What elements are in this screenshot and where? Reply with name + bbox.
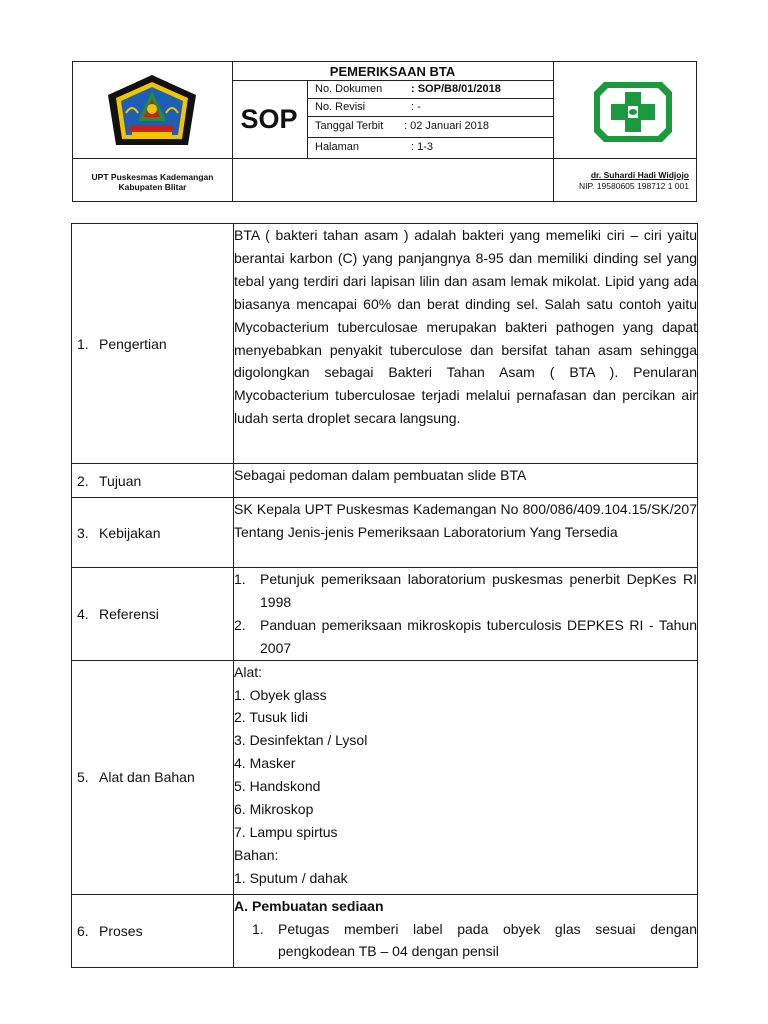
doc-field-label: Tanggal Terbit <box>315 120 384 132</box>
divider <box>307 116 553 117</box>
divider <box>307 80 308 158</box>
doc-field-value: : 1-3 <box>411 141 434 153</box>
section-row <box>72 660 698 894</box>
kabupaten-blitar-emblem <box>106 73 198 148</box>
list-item: 3. Desinfektan / Lysol <box>234 732 368 749</box>
list-item: 7. Lampu spirtus <box>234 823 338 840</box>
section-text: BTA ( bakteri tahan asam ) adalah bakteri yang memeliki ciri – ciri yaitu berantai karbon (C) yang panjangnya 8-95 dan memiliki dinding sel yang tebal yang terdiri dari lapisan lilin dan asam lemak mikolat. Lipid yang ada biasanya mencapai 60% dan berat dinding sel. Salah satu contoh yaitu Mycobacterium tuberculosae merupakan bakteri pathogen yang dapat menyebabkan penyakit tuberculose dan bersifat tahan asam sehingga digolongkan sebagai Bakteri Tahan Asam ( BTA ). Penularan Mycobacterium tuberculosae terjadi melalui pernafasan dan percikan air ludah serta droplet secara langsung. <box>234 227 697 427</box>
list-heading: Alat: <box>234 663 263 680</box>
doc-field-value: : 02 Januari 2018 <box>404 120 490 132</box>
list-heading: Bahan: <box>234 846 279 863</box>
sop-content-table <box>71 223 698 968</box>
section-label: 2. Tujuan <box>72 464 234 498</box>
process-step: 1. Petugas memberi label pada obyek glas sesuai dengan pengkodean TB – 04 dengan pensil <box>252 920 697 960</box>
section-label: 1. Pengertian <box>72 224 234 464</box>
doc-field-value: : SOP/B8/01/2018 <box>411 83 501 95</box>
section-row <box>72 498 698 568</box>
list-item: 2. Panduan pemeriksaan mikroskopis tuberculosis DEPKES RI - Tahun 2007 <box>234 616 697 656</box>
signer-nip: NIP. 19580605 198712 1 001 <box>579 181 689 191</box>
section-label: 3. Kebijakan <box>72 498 234 568</box>
process-subheading: A. Pembuatan sediaan <box>234 897 384 914</box>
organization-name: UPT Puskesmas Kademangan <box>91 172 214 182</box>
section-row <box>72 224 698 464</box>
section-label: 5. Alat dan Bahan <box>72 660 234 894</box>
section-text: Sebagai pedoman dalam pembuatan slide BTA <box>234 467 527 483</box>
list-item: 2. Tusuk lidi <box>234 709 308 726</box>
section-text: SK Kepala UPT Puskesmas Kademangan No 800/086/409.104.15/SK/207 Tentang Jenis-jenis Pemeriksaan Laboratorium Yang Tersedia <box>234 501 697 540</box>
list-item: 6. Mikroskop <box>234 801 314 818</box>
list-item: 5. Handskond <box>234 778 321 795</box>
divider <box>232 80 553 81</box>
signer-name: dr. Suhardi Hadi Widjojo <box>590 170 689 180</box>
doc-field-label: Halaman <box>315 141 360 153</box>
section-label: 4. Referensi <box>72 568 234 661</box>
list-item: 1. Sputum / dahak <box>234 869 348 886</box>
document-title: PEMERIKSAAN BTA <box>329 64 456 79</box>
organization-region: Kabupaten Blitar <box>118 182 187 192</box>
divider <box>307 98 553 99</box>
doc-field-value: : - <box>411 101 421 113</box>
section-label: 6. Proses <box>72 894 234 967</box>
section-row <box>72 464 698 498</box>
list-item: 1. Obyek glass <box>234 686 327 703</box>
list-item: 4. Masker <box>234 755 296 772</box>
list-item: 1. Petunjuk pemeriksaan laboratorium puskesmas penerbit DepKes RI 1998 <box>234 571 697 610</box>
divider <box>307 137 553 138</box>
doc-field-label: No. Dokumen <box>315 83 383 95</box>
puskesmas-logo <box>590 78 676 146</box>
section-row <box>72 894 698 967</box>
doc-field-label: No. Revisi <box>315 101 366 113</box>
divider <box>72 158 697 159</box>
sop-label: SOP <box>240 104 298 134</box>
section-row <box>72 568 698 661</box>
